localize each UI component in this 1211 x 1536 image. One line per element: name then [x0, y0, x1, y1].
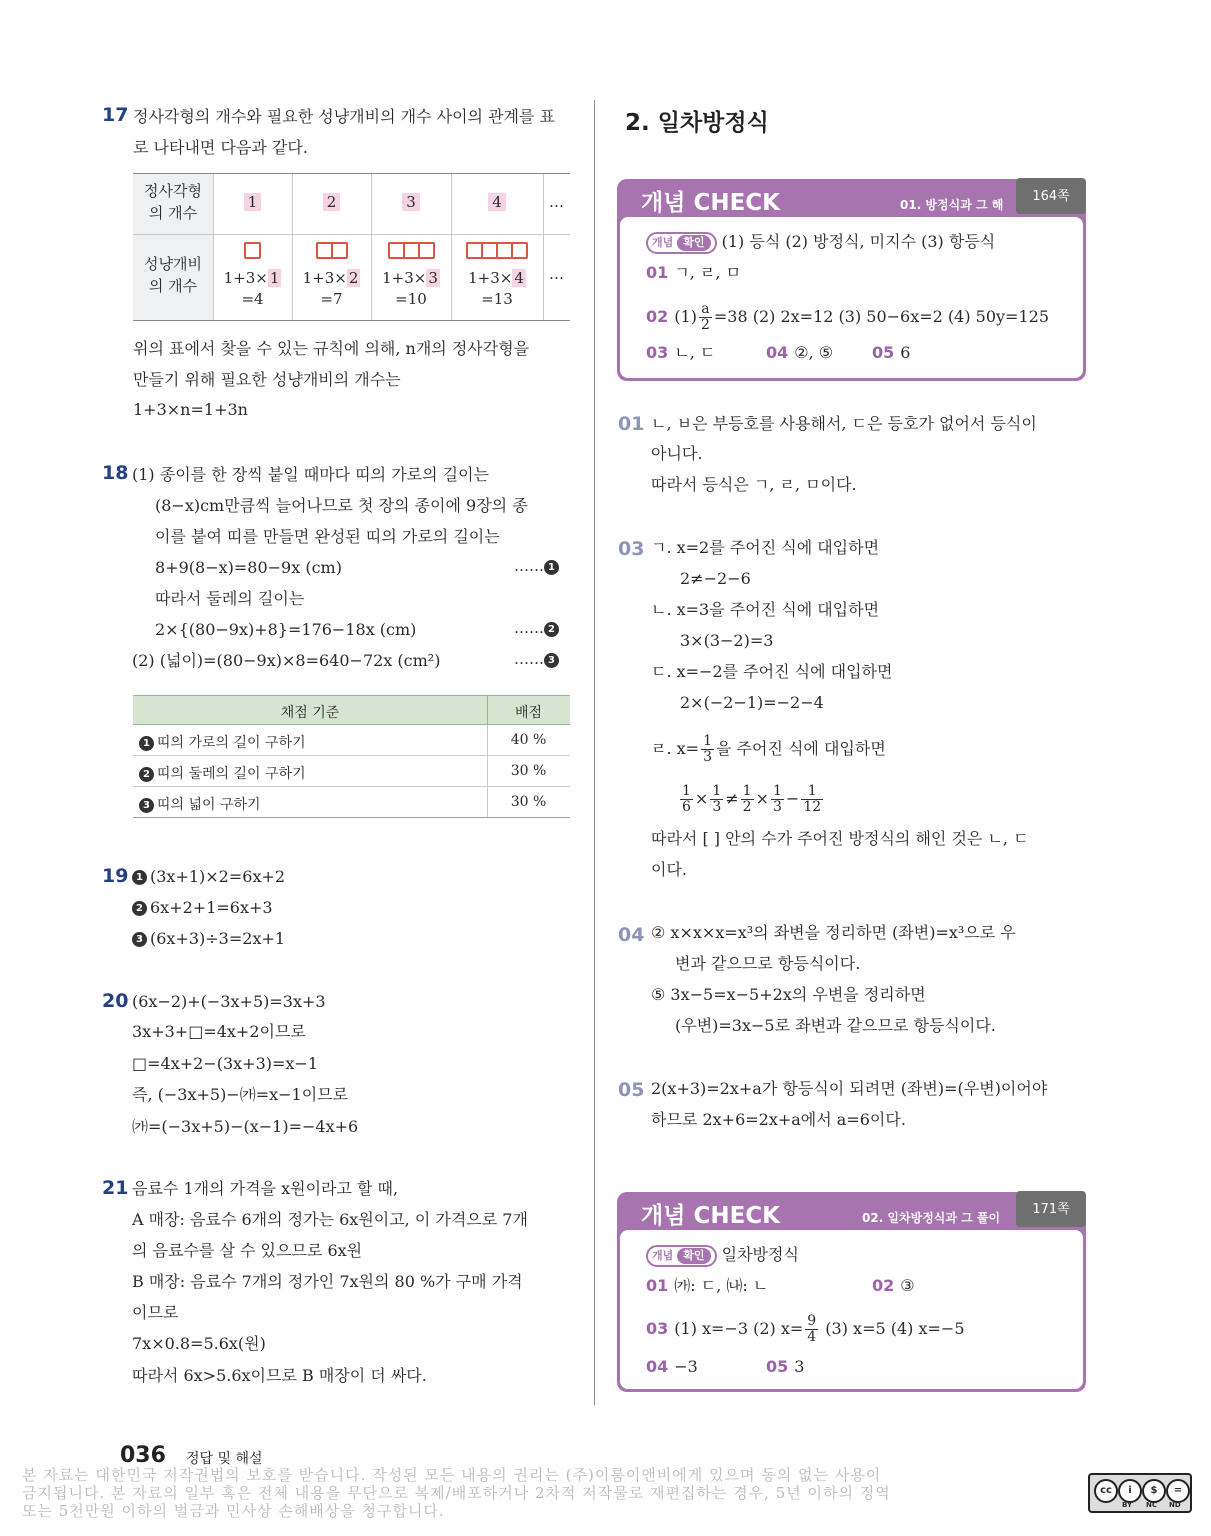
- dots: ……: [514, 619, 544, 637]
- solution-number: 01: [618, 413, 645, 435]
- formula: 7x×0.8=5.6x(원): [132, 1334, 266, 1353]
- answer-text: ③: [900, 1276, 915, 1295]
- criteria: 띠의 넓이 구하기: [157, 797, 261, 813]
- cc-icon: cc: [1094, 1479, 1118, 1503]
- formula: 3x+3+□=4x+2이므로: [132, 1022, 306, 1041]
- expression: 1+3×: [223, 269, 268, 287]
- table-row: [133, 725, 570, 756]
- box-title: 개념 CHECK: [641, 190, 780, 216]
- fraction-expression: $\frac{1}{6}$ × $\frac{1}{3}$ ≠ $\frac{1}{2}$ × $\frac{1}{3}$ − $\frac{1}{12}$: [682, 783, 822, 815]
- step-marker-3: 3: [544, 653, 559, 668]
- text-line: 의 음료수를 살 수 있으므로 6x원: [132, 1241, 363, 1260]
- table-row: [133, 756, 570, 787]
- text-line: 따라서 둘레의 길이는: [155, 589, 305, 608]
- text-line: ② x×x×x=x³의 좌변을 정리하면 (좌변)=x³으로 우: [651, 923, 1016, 942]
- answer-number: 05: [872, 343, 895, 362]
- text-line: ㄴ. x=3을 주어진 식에 대입하면: [651, 600, 880, 619]
- fraction: $\frac{9}{4}$: [807, 1313, 817, 1345]
- step-marker-1: 1: [139, 736, 154, 751]
- score: 30 %: [510, 794, 547, 810]
- text-line: 을 주어진 식에 대입하면: [715, 739, 886, 758]
- problem-number: 19: [102, 865, 129, 887]
- creative-commons-badge: cc i $ = BY NC ND: [1088, 1473, 1192, 1513]
- answer-number: 04: [766, 343, 789, 362]
- result: =13: [481, 290, 513, 308]
- answer-number: 01: [646, 1276, 669, 1295]
- text-line: B 매장: 음료수 7개의 정가인 7x원의 80 %가 구매 가격: [132, 1272, 523, 1291]
- solution-number: 04: [618, 924, 645, 946]
- highlight-number: 3: [428, 269, 438, 287]
- matchstick-table: [133, 173, 570, 321]
- ellipsis: …: [549, 193, 564, 211]
- answer-text: (3) x=5 (4) x=−5: [820, 1319, 965, 1338]
- answer-number: 02: [646, 307, 669, 326]
- answer-number: 04: [646, 1357, 669, 1376]
- row-label: 정사각형: [144, 182, 202, 200]
- grading-table: [133, 695, 570, 818]
- dots: ……: [514, 557, 544, 575]
- text-line: (8−x)cm만큼씩 늘어나므로 첫 장의 종이에 9장의 종: [155, 496, 528, 515]
- formula: 2≠−2−6: [680, 569, 751, 588]
- answer-text: =38 (2) 2x=12 (3) 50−6x=2 (4) 50y=125: [713, 307, 1049, 326]
- box-subtitle: 02. 일차방정식과 그 풀이: [862, 1211, 1001, 1225]
- copyright-notice: 본 자료는 대한민국 저작권법의 보호를 받습니다. 작성된 모든 내용의 권리는 (주)이룸이앤비에게 있으며 동의 없는 사용이 금지됩니다. 본 자료의 일부 혹은 전체 내용을 무단으로 복제/배포하거나 2차적 저작물로 재편집하는 경우, 5년 이하의 징역 또는 5천만원 이하의 벌금과 민사상 손해배상을 청구합니다.: [22, 1466, 891, 1520]
- row-label: 의 개수: [148, 204, 198, 222]
- score: 40 %: [510, 732, 547, 748]
- formula: ㈎=(−3x+5)−(x−1)=−4x+6: [132, 1117, 359, 1136]
- matchstick-figure: [451, 242, 543, 263]
- formula: 3×(3−2)=3: [680, 631, 774, 650]
- text-line: ㄱ. x=2를 주어진 식에 대입하면: [651, 538, 880, 557]
- step-marker-2: 2: [139, 767, 154, 782]
- answer-number: 03: [646, 343, 669, 362]
- text-line: 변과 같으므로 항등식이다.: [675, 954, 861, 973]
- problem-number: 17: [102, 104, 129, 126]
- answer-text: (1) x=−3 (2) x=: [674, 1319, 804, 1338]
- answer-text: (1) 등식 (2) 방정식, 미지수 (3) 항등식: [721, 232, 996, 251]
- formula: (2) (넓이)=(80−9x)×8=640−72x (cm²): [132, 651, 441, 670]
- text-line: 아니다.: [651, 444, 703, 463]
- answer-text: 일차방정식: [721, 1245, 799, 1264]
- expression: 1+3×: [382, 269, 427, 287]
- text-line: 따라서 6x>5.6x이므로 B 매장이 더 싸다.: [132, 1366, 427, 1385]
- text-line: 위의 표에서 찾을 수 있는 규칙에 의해, n개의 정사각형을: [133, 339, 530, 358]
- criteria: 띠의 가로의 길이 구하기: [157, 735, 306, 751]
- expression: 1+3×: [468, 269, 513, 287]
- column-header: 배점: [514, 705, 543, 721]
- text-line: 이를 붙여 띠를 만들면 완성된 띠의 가로의 길이는: [155, 527, 500, 546]
- text-line: 따라서 [ ] 안의 수가 주어진 방정식의 해인 것은 ㄴ, ㄷ: [651, 829, 1029, 848]
- answer-text: ㈎: ㄷ, ㈏: ㄴ: [674, 1276, 769, 1295]
- row-label: 의 개수: [148, 277, 198, 295]
- column-divider: [594, 100, 595, 1405]
- step-marker-2: 2: [132, 901, 147, 916]
- text-line: 2(x+3)=2x+a가 항등식이 되려면 (좌변)=(우변)이어야: [651, 1079, 1048, 1098]
- problem-number: 20: [102, 990, 129, 1012]
- text-line: ㄹ. x=: [651, 739, 700, 758]
- fraction: $\frac{a}{2}$: [700, 301, 710, 333]
- text-line: 음료수 1개의 가격을 x원이라고 할 때,: [132, 1179, 399, 1198]
- concept-check-pill: 개념 확인: [646, 232, 717, 254]
- text-line: ㄴ, ㅂ은 부등호를 사용해서, ㄷ은 등호가 없어서 등식이: [651, 414, 1037, 433]
- square-count: 3: [402, 193, 420, 211]
- answer-text: ②, ⑤: [794, 343, 834, 362]
- text-line: A 매장: 음료수 6개의 정가는 6x원이고, 이 가격으로 7개: [132, 1210, 528, 1229]
- text-line: 만들기 위해 필요한 성냥개비의 개수는: [133, 370, 401, 389]
- page-reference: 171쪽: [1016, 1191, 1086, 1227]
- footer-label: 정답 및 해설: [186, 1451, 263, 1467]
- answer-number: 02: [872, 1276, 895, 1295]
- page-reference: 164쪽: [1016, 178, 1086, 214]
- answer-text: −3: [674, 1357, 698, 1376]
- row-label: 성냥개비: [144, 255, 202, 273]
- step-marker-1: 1: [132, 870, 147, 885]
- formula: (6x+3)÷3=2x+1: [150, 929, 286, 948]
- formula: □=4x+2−(3x+3)=x−1: [132, 1054, 319, 1073]
- text-line: 로 나타내면 다음과 같다.: [133, 138, 308, 157]
- step-marker-2: 2: [544, 622, 559, 637]
- matchstick-figure: [292, 242, 371, 263]
- square-count: 1: [244, 193, 262, 211]
- answer-text: (1): [674, 307, 697, 326]
- highlight-number: 4: [514, 269, 524, 287]
- step-marker-3: 3: [139, 798, 154, 813]
- step-marker-1: 1: [544, 560, 559, 575]
- dots: ……: [514, 650, 544, 668]
- solution-number: 05: [618, 1079, 645, 1101]
- answer-text: ㄴ, ㄷ: [674, 343, 716, 362]
- formula: 8+9(8−x)=80−9x (cm): [155, 558, 342, 577]
- text-line: 정사각형의 개수와 필요한 성냥개비의 개수 사이의 관계를 표: [133, 107, 556, 126]
- concept-check-pill: 개념 확인: [646, 1245, 717, 1267]
- solution-number: 03: [618, 538, 645, 560]
- no-dollar-icon: $: [1142, 1479, 1166, 1503]
- formula: 1+3×n=1+3n: [133, 400, 248, 419]
- box-title: 개념 CHECK: [641, 1203, 780, 1229]
- page-number: 036: [120, 1443, 166, 1468]
- square-count: 2: [323, 193, 341, 211]
- text-line: ⑤ 3x−5=x−5+2x의 우변을 정리하면: [651, 985, 926, 1004]
- formula: 2×{(80−9x)+8}=176−18x (cm): [155, 620, 417, 639]
- matchstick-figure: [213, 242, 292, 263]
- table-row: [133, 787, 570, 818]
- answer-number: 05: [766, 1357, 789, 1376]
- formula: 6x+2+1=6x+3: [150, 898, 273, 917]
- answer-text: 6: [900, 343, 911, 362]
- result: =10: [395, 290, 427, 308]
- text-line: (우변)=3x−5로 좌변과 같으므로 항등식이다.: [675, 1016, 996, 1035]
- no-derivatives-icon: =: [1166, 1479, 1190, 1503]
- step-marker-3: 3: [132, 932, 147, 947]
- text-line: 이다.: [651, 860, 687, 879]
- highlight-number: 2: [348, 269, 359, 287]
- problem-number: 18: [102, 462, 129, 484]
- answer-text: ㄱ, ㄹ, ㅁ: [674, 263, 741, 282]
- text-line: ㄷ. x=−2를 주어진 식에 대입하면: [651, 662, 893, 681]
- text-line: 하므로 2x+6=2x+a에서 a=6이다.: [651, 1110, 906, 1129]
- result: =4: [241, 290, 264, 308]
- answer-text: 3: [794, 1357, 805, 1376]
- fraction: $\frac{1}{3}$: [703, 733, 712, 765]
- expression: 1+3×: [302, 269, 347, 287]
- formula: (6x−2)+(−3x+5)=3x+3: [132, 992, 326, 1011]
- answer-number: 01: [646, 263, 669, 282]
- box-subtitle: 01. 방정식과 그 해: [900, 198, 1004, 212]
- text-line: (1) 종이를 한 장씩 붙일 때마다 띠의 가로의 길이는: [132, 465, 490, 484]
- answer-number: 03: [646, 1319, 669, 1338]
- formula: (3x+1)×2=6x+2: [150, 867, 286, 886]
- ellipsis: …: [549, 265, 564, 283]
- result: =7: [320, 290, 343, 308]
- formula: 즉, (−3x+5)−㈎=x−1이므로: [132, 1085, 349, 1104]
- square-count: 4: [488, 193, 506, 211]
- score: 30 %: [510, 763, 547, 779]
- problem-number: 21: [102, 1177, 129, 1199]
- text-line: 이므로: [132, 1303, 179, 1322]
- criteria: 띠의 둘레의 길이 구하기: [157, 766, 306, 782]
- formula: 2×(−2−1)=−2−4: [680, 693, 824, 712]
- text-line: 따라서 등식은 ㄱ, ㄹ, ㅁ이다.: [651, 475, 857, 494]
- highlight-number: 1: [269, 269, 280, 287]
- person-icon: i: [1118, 1479, 1142, 1503]
- column-header: 채점 기준: [280, 705, 340, 721]
- matchstick-figure: [371, 242, 451, 263]
- section-title: 2. 일차방정식: [625, 110, 769, 136]
